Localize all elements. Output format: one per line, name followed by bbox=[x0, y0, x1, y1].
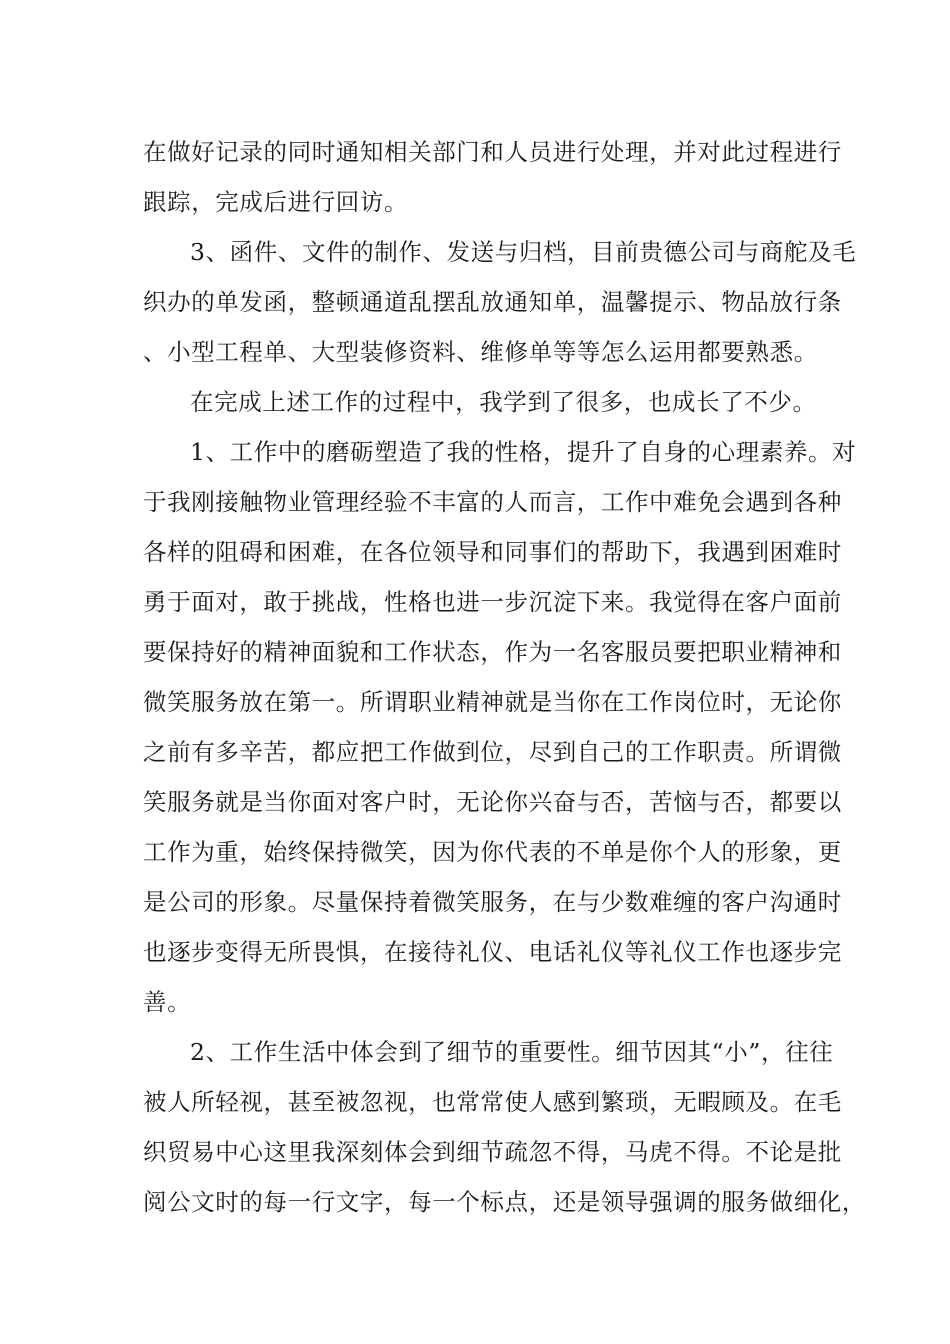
text-line: 笑服务就是当你面对客户时，无论你兴奋与否，苦恼与否，都要以 bbox=[143, 788, 842, 816]
text-line: 之前有多辛苦，都应把工作做到位，尽到自己的工作职责。所谓微 bbox=[143, 738, 842, 766]
text-line: 微笑服务放在第一。所谓职业精神就是当你在工作岗位时，无论你 bbox=[143, 688, 842, 716]
text-line: 被人所轻视，甚至被忽视，也常常使人感到繁琐，无暇顾及。在毛 bbox=[143, 1088, 842, 1116]
text-line: 2、工作生活中体会到了细节的重要性。细节因其“小”，往往 bbox=[190, 1038, 834, 1066]
text-line: 要保持好的精神面貌和工作状态，作为一名客服员要把职业精神和 bbox=[143, 638, 842, 666]
text-line: 1、工作中的磨砺塑造了我的性格，提升了自身的心理素养。对 bbox=[190, 438, 857, 466]
text-line: 工作为重，始终保持微笑，因为你代表的不单是你个人的形象，更 bbox=[143, 838, 842, 866]
text-line: 在完成上述工作的过程中，我学到了很多，也成长了不少。 bbox=[190, 388, 817, 416]
text-line: 跟踪，完成后进行回访。 bbox=[143, 188, 409, 216]
text-line: 织办的单发函，整顿通道乱摆乱放通知单，温馨提示、物品放行条 bbox=[143, 288, 842, 316]
text-line: 勇于面对，敢于挑战，性格也进一步沉淀下来。我觉得在客户面前 bbox=[143, 588, 842, 616]
text-line: 在做好记录的同时通知相关部门和人员进行处理，并对此过程进行 bbox=[143, 138, 842, 166]
text-line: 于我刚接触物业管理经验不丰富的人而言，工作中难免会遇到各种 bbox=[143, 488, 842, 516]
text-line: 也逐步变得无所畏惧，在接待礼仪、电话礼仪等礼仪工作也逐步完 bbox=[143, 938, 842, 966]
text-line: 善。 bbox=[143, 988, 192, 1016]
text-line: 阅公文时的每一行文字，每一个标点，还是领导强调的服务做细化， bbox=[143, 1188, 866, 1216]
text-line: 各样的阻碍和困难，在各位领导和同事们的帮助下，我遇到困难时 bbox=[143, 538, 842, 566]
text-line: 、小型工程单、大型装修资料、维修单等等怎么运用都要熟悉。 bbox=[143, 338, 818, 366]
text-line: 是公司的形象。尽量保持着微笑服务，在与少数难缠的客户沟通时 bbox=[143, 888, 842, 916]
text-line: 织贸易中心这里我深刻体会到细节疏忽不得，马虎不得。不论是批 bbox=[143, 1138, 842, 1166]
text-line: 3、函件、文件的制作、发送与归档，目前贵德公司与商舵及毛 bbox=[190, 238, 857, 266]
